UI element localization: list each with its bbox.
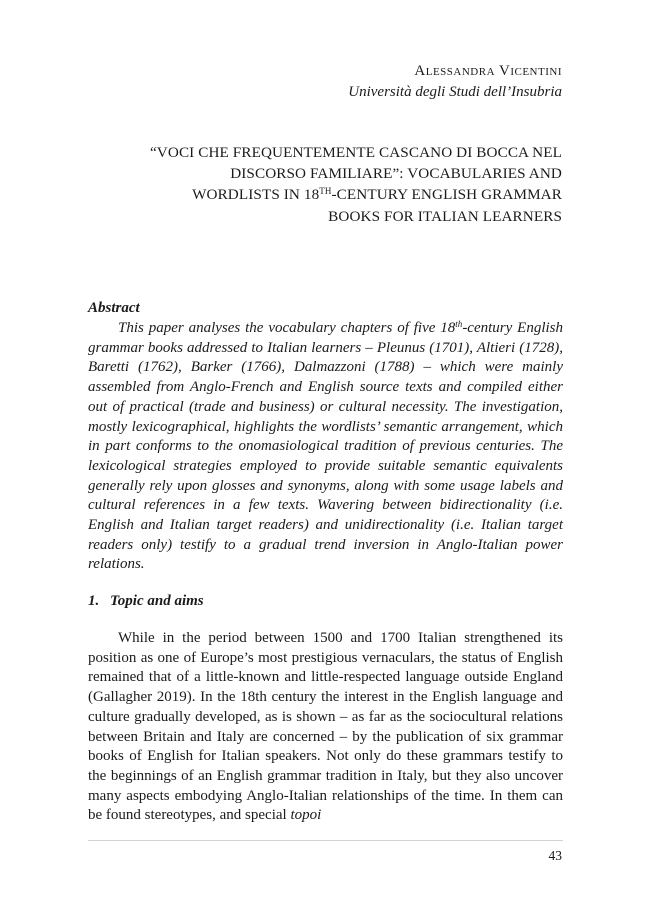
abstract-text-rest: -century English grammar books addressed to Italian learners – Pleunus (1701), Altieri (1728), Baretti (1762), Barker (1766), Dalmazzoni (1788) – which were mainly assembled from Anglo-French and English source texts and compiled either out of practical (trade and business) or cultural necessity. The investigation, mostly lexicographical, highlights the wordlists’ semantic arrangement, which in part conforms to the onomasiological tradition of previous centuries. The lexicological strategies employed to provide suitable semantic equivalents generally rely upon glosses and synonyms, along with some usage labels and cultural references in a few texts. Wavering between bidirectionality (i.e. English and Italian target readers) and unidirectionality (i.e. Italian target readers only) testify to a gradual trend inversion in Anglo-Italian power relations.: [88, 320, 563, 573]
paper-title-part1: “VOCI CHE FREQUENTEMENTE CASCANO DI BOCCA NEL DISCORSO FAMILIARE”: VOCABULARIES AND WORDLISTS IN 18: [149, 144, 562, 204]
paper-title-superscript: TH: [319, 186, 332, 197]
author-name: Alessandra Vicentini: [414, 63, 562, 79]
section-heading: [88, 593, 204, 610]
abstract-text-start: This paper analyses the vocabulary chapters of five 18: [118, 320, 456, 336]
author-affiliation: Università degli Studi dell’Insubria: [348, 84, 562, 100]
body-paragraph-text: While in the period between 1500 and 1700 Italian strengthened its position as one of Europe’s most prestigious vernaculars, the status of English remained that of a little-known and little-respected language outside England (Gallagher 2019). In the 18th century the interest in the English language and culture gradually developed, as is shown – as far as the sociocultural relations between Britain and Italy are concerned – by the publication of six grammar books of English for Italian speakers. Not only do these grammars testify to the beginnings of an English grammar tradition in Italy, but they also uncover many aspects embodying Anglo-Italian relationships of the time. In them can be found stereotypes, and special: [88, 630, 563, 824]
body-paragraph: [88, 629, 563, 826]
abstract-heading: Abstract: [88, 300, 140, 316]
body-paragraph-italic-tail: topoi: [290, 807, 322, 824]
footer-rule: [88, 840, 563, 841]
section-number: 1.: [88, 593, 100, 609]
section-title: Topic and aims: [110, 593, 204, 609]
abstract-superscript: th: [455, 319, 463, 329]
page-number: 43: [548, 848, 562, 863]
paper-title-part2: -CENTURY ENGLISH GRAMMAR BOOKS FOR ITALIAN LEARNERS: [328, 186, 562, 225]
abstract-text: [88, 319, 563, 575]
paper-title: [142, 142, 562, 227]
